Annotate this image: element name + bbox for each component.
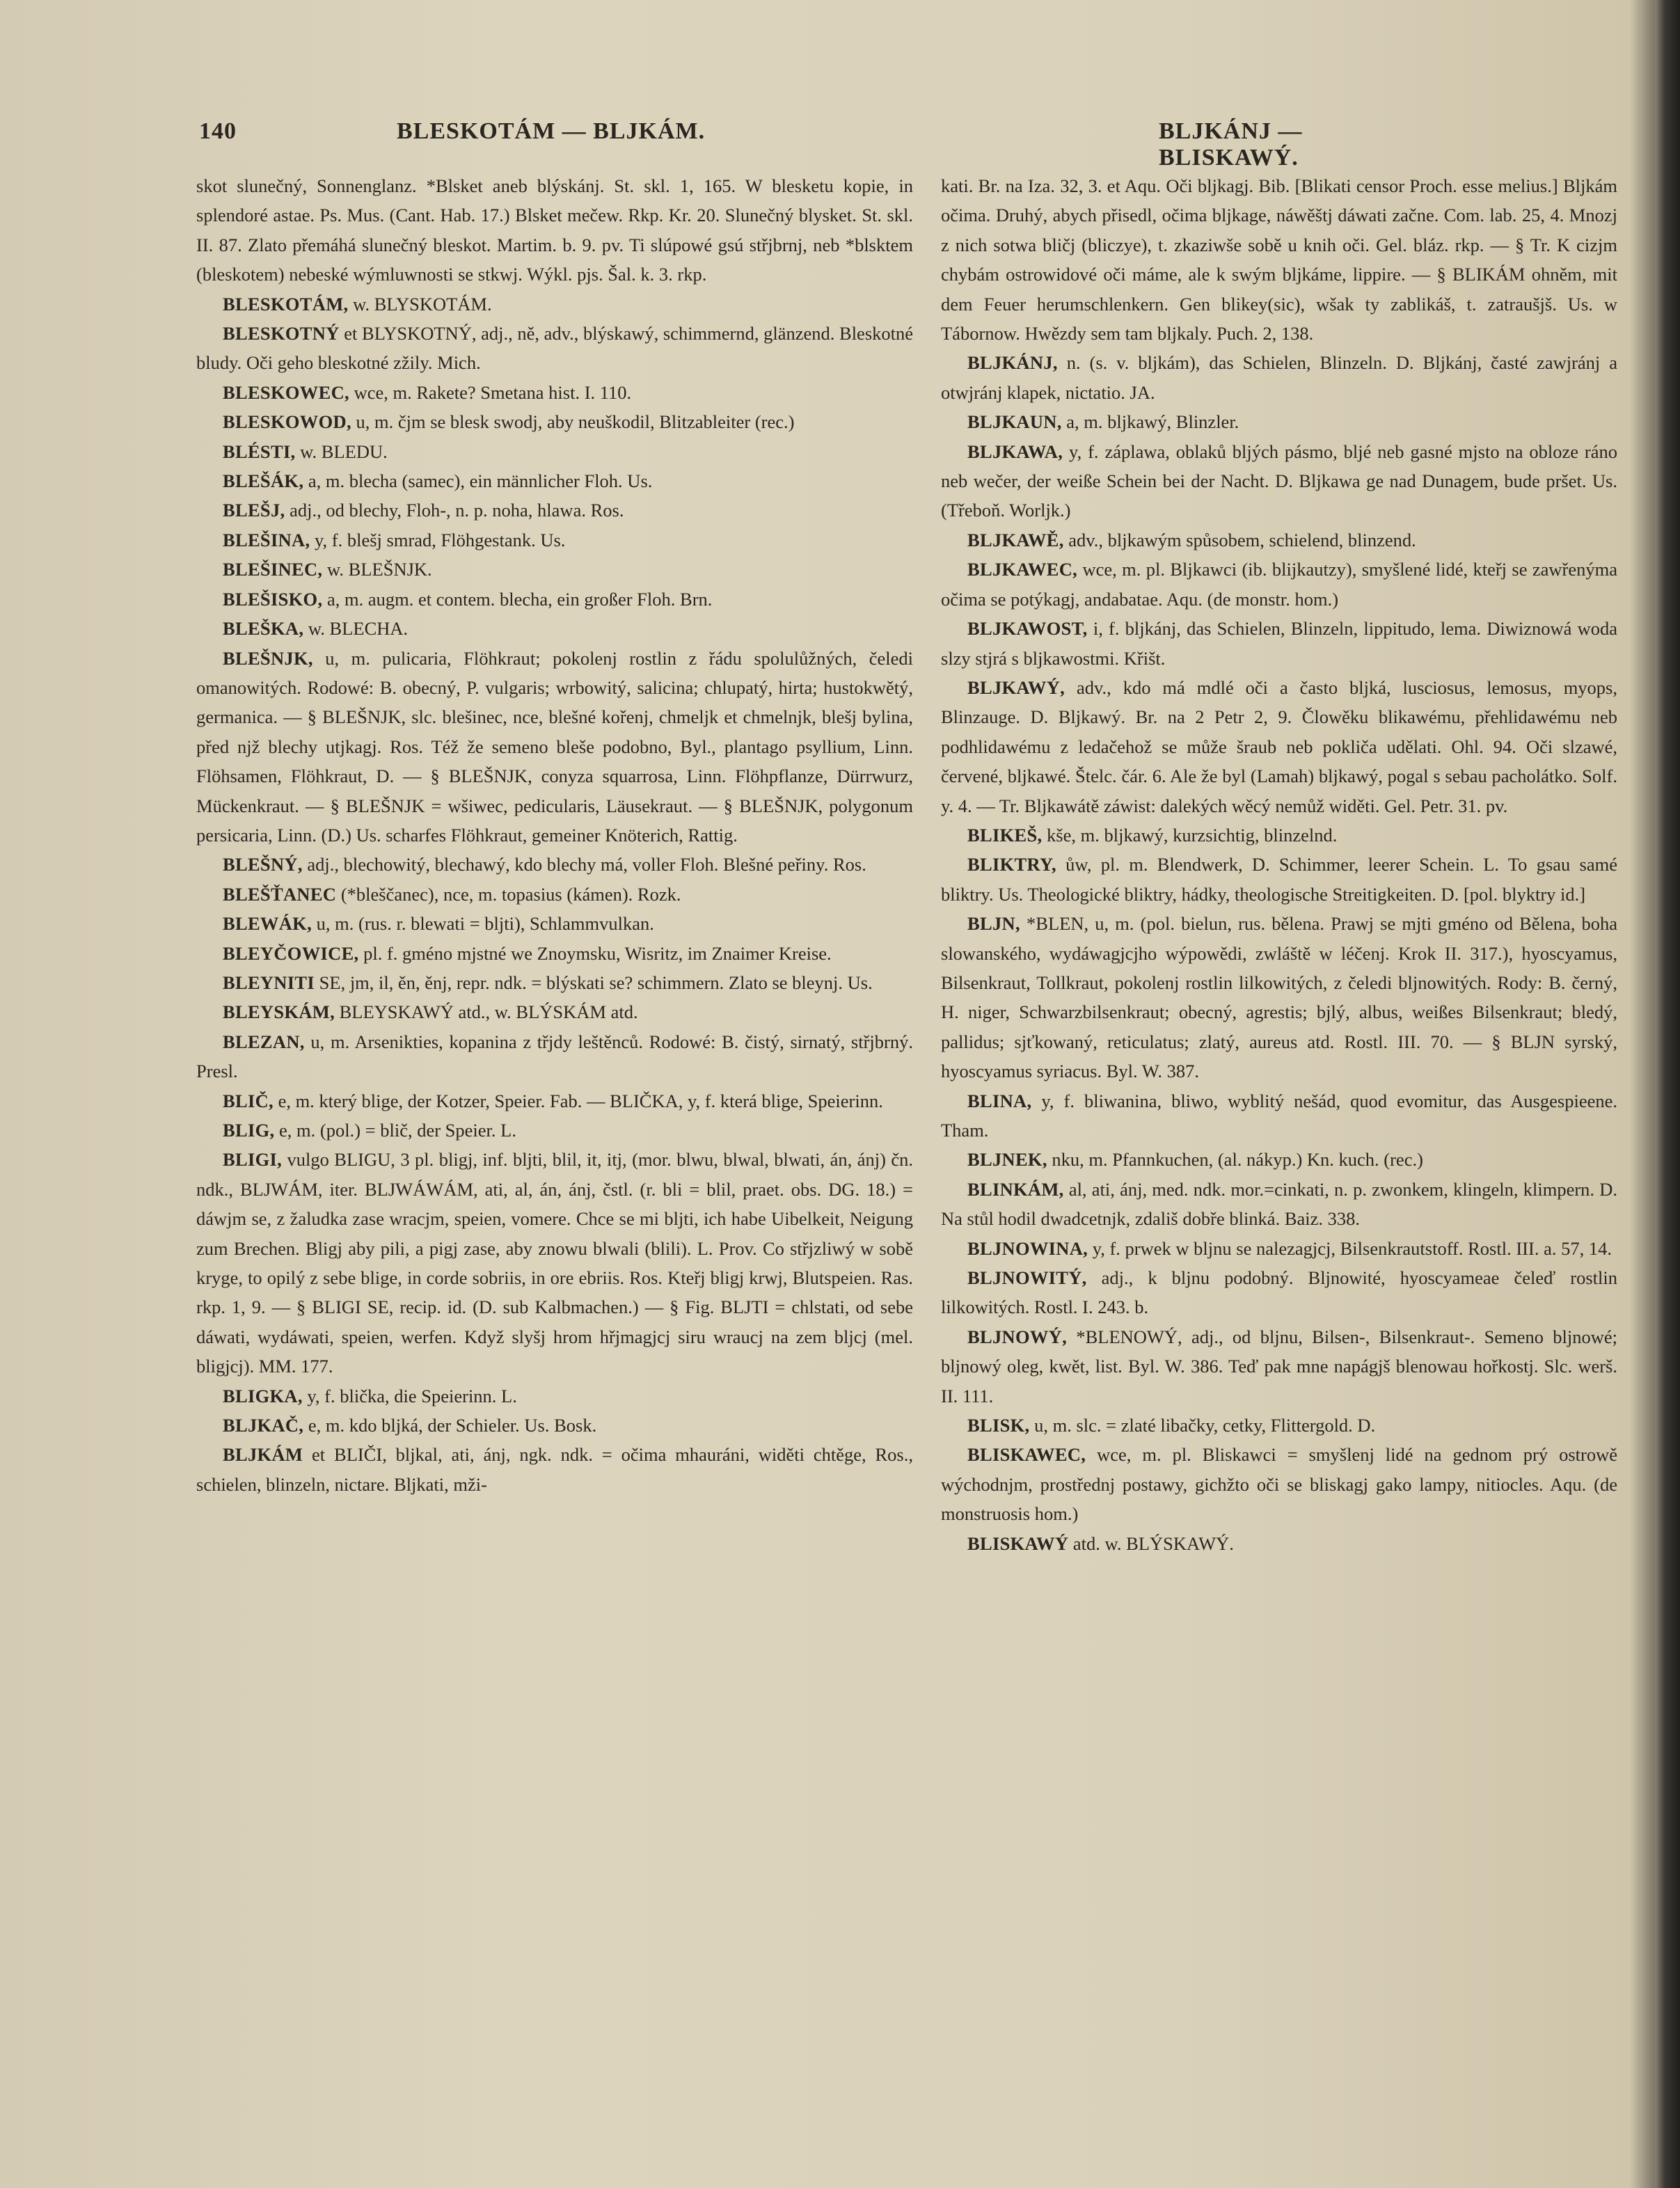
entry-headword: BLEŠINA, [223,529,310,550]
entry-text: skot slunečný, Sonnenglanz. *Blsket aneb blýskánj. St. skl. 1, 165. W blesketu kopie, in splendoré astae. Ps. Mus. (Cant. Hab. 17.) Blsket mečew. Rkp. Kr. 20. Slunečný blysket. St. skl. II. 87. Zlato přemáhá slunečný bleskot. Martim. b. 9. pv. Ti slúpowé gsú střjbrnj, neb *blsktem (bleskotem) nebeské wýmluwnosti se stkwj. Wýkl. pjs. Šal. k. 3. rkp. [196,175,913,285]
entry-headword: BLEYČOWICE, [223,942,359,964]
entry-headword: BLEYSKÁM, [223,1001,335,1023]
dictionary-entry [196,1440,913,1499]
entry-headword: BLEŠNÝ, [223,854,303,875]
entry-text: SE, jm, il, ěn, ěnj, repr. ndk. = blýskati se? schimmern. Zlato se bleynj. Us. [319,972,873,993]
dictionary-entry [196,290,913,319]
entry-text: kati. Br. na Iza. 32, 3. et Aqu. Oči bljkagj. Bib. [Blikati censor Proch. esse melius.] Bljkám očima. Druhý, abych přisedl, očima bljkage, náwěštj dáwati začne. Com. lab. 25, 4. Mnozj z nich sotwa bličj (bliczye), t. zkaziwše sobě u knih oči. Gel. bláz. rkp. — § Tr. K cizjm chybám ostrowidové oči máme, ale k swým bljkáme, lippire. — § BLIKÁM ohněm, mit dem Feuer herumschlenkern. Gen blikey(sic), wšak ty zablikáš, t. zatraušjš. Us. w Tábornow. Hwězdy sem tam bljkaly. Puch. 2, 138. [941,175,1617,344]
entry-headword: BLJKAUN, [967,411,1062,433]
entry-headword: BLJKAWEC, [967,559,1078,580]
entry-headword: BLJNOWITÝ, [967,1267,1087,1289]
dictionary-entry [196,1411,913,1440]
dictionary-entry [196,1145,913,1381]
entry-headword: BLESKOTNÝ [223,323,340,344]
entry-text: w. BLEDU. [300,441,388,462]
entry-text: et BLYSKOTNÝ, adj., ně, adv., blýskawý, schimmernd, glänzend. Bleskotné bludy. Oči geho bleskotné zžily. Mich. [196,323,914,374]
entry-headword: BLJKAČ, [223,1415,304,1436]
entry-headword: BLJKÁM [223,1444,303,1466]
dictionary-entry [196,1086,913,1116]
page-number: 140 [199,118,237,144]
entry-text: w. BLEŠNJK. [326,559,432,580]
entry-headword: BLÉSTI, [223,441,296,462]
dictionary-entry [196,171,913,290]
running-header [195,118,1448,171]
entry-text: a, m. augm. et contem. blecha, ein großer Floh. Brn. [327,588,713,610]
entry-text: u, m. pulicaria, Flöhkraut; pokolenj rostlin z řádu spolulůžných, čeledi omanowitých. Rodowé: B. obecný, P. vulgaris; wrbowitý, salicina; chlupatý, hirta; hustokwětý, germanica. — § BLEŠNJK, slc. blešinec, nce, blešné kořenj, chmeljk et chmelnjk, blešj bylina, před njž blechy utjkagj. Ros. Též že semeno bleše podobno, Byl., plantago psyllium, Linn. Flöhsamen, Flöhkraut, D. — § BLEŠNJK, conyza squarrosa, Linn. Flöhpflanze, Dürrwurz, Mückenkraut. — § BLEŠNJK = wšiwec, pedicularis, Läusekraut. — § BLEŠNJK, polygonum persicaria, Linn. (D.) Us. scharfes Flöhkraut, gemeiner Knöterich, Rattig. [196,647,913,846]
dictionary-entry [196,939,913,968]
entry-headword: BLESKOWOD, [223,411,351,433]
entry-text: al, ati, ánj, med. ndk. mor.=cinkati, n. p. zwonkem, klingeln, klimpern. D. Na stůl hodil dwadcetnjk, zdališ dobře blinká. Baiz. 338. [941,1178,1617,1230]
entry-text: adj., od blechy, Floh-, n. p. noha, hlawa. Ros. [290,500,624,521]
entry-headword: BLINKÁM, [967,1178,1064,1200]
entry-headword: BLEWÁK, [223,913,312,935]
entry-text: e, m. (pol.) = blič, der Speier. L. [279,1120,516,1141]
left-column [196,171,913,1499]
entry-headword: BLIKTRY, [967,854,1056,875]
dictionary-entry [196,1381,913,1411]
dictionary-entry [941,850,1617,909]
entry-headword: BLIG, [223,1120,275,1141]
dictionary-entry [196,880,913,909]
entry-text: n. (s. v. bljkám), das Schielen, Blinzeln. D. Bljkánj, časté zawjránj a otwjránj klapek, nictatio. JA. [941,352,1617,403]
entry-headword: BLJKAWOST, [967,618,1088,640]
entry-text: nku, m. Pfannkuchen, (al. nákyp.) Kn. kuch. (rec.) [1052,1149,1423,1171]
dictionary-entry [941,555,1617,614]
entry-text: y, f. blešj smrad, Flöhgestank. Us. [315,529,566,550]
entry-text: u, m. (rus. r. blewati = bljti), Schlammvulkan. [316,913,654,935]
entry-text: *BLENOWÝ, adj., od bljnu, Bilsen-, Bilsenkraut-. Semeno bljnowé; bljnowý oleg, kwět, list. Byl. W. 386. Teď pak mne napágjš blenowau hořkostj. Slc. werš. II. 111. [941,1326,1617,1406]
entry-text: *BLEN, u, m. (pol. bielun, rus. bělena. Prawj se mjti gméno od Bělena, boha slowanského, wydáwagjcjho wýpowědi, zwláště w léčenj. Krok II. 317.), hyoscyamus, Bilsenkraut, Tollkraut, pokolenj rostlin lilkowitých, z čeledi bljnowitých. Rody: B. černý, H. niger, Schwarzbilsenkraut; obecný, agrestis; bjlý, albus, weißes Bilsenkraut; bledý, pallidus; sjťkowaný, reticulatus; zlatý, aureus atd. Rostl. III. 70. — § BLJN syrský, hyoscyamus syriacus. Byl. W. 387. [941,913,1617,1082]
dictionary-entry [196,1027,913,1086]
dictionary-entry [941,1529,1617,1558]
entry-text: adv., kdo má mdlé oči a často bljká, lusciosus, lemosus, myops, Blinzauge. D. Bljkawý. Br. na 2 Petr 2, 9. Člowěku blikawému, přehlidawému neb podhlidawému z ledačehož se může šraub neb pokliča udělati. Ohl. 94. Oči slzawé, červené, bljkawé. Štelc. čár. 6. Ale že byl (Lamah) bljkawý, pogal s sebau pacholátko. Solf. y. 4. — Tr. Bljkawátě záwist: dalekých wěcý nemůž widěti. Gel. Petr. 31. pv. [941,676,1617,816]
dictionary-entry [196,968,913,997]
entry-headword: BLISKAWÝ [967,1532,1069,1554]
dictionary-entry [941,909,1617,1086]
dictionary-entry [941,614,1617,673]
entry-headword: BLEŠINEC, [223,559,323,580]
dictionary-entry [941,673,1617,820]
entry-headword: BLEŠISKO, [223,588,323,610]
entry-headword: BLEŠJ, [223,500,285,521]
entry-text: BLEYSKAWÝ atd., w. BLÝSKÁM atd. [339,1001,638,1023]
dictionary-entry [941,1175,1617,1234]
entry-headword: BLIGI, [223,1149,283,1171]
entry-headword: BLEŠÁK, [223,470,304,492]
dictionary-entry [196,555,913,584]
entry-text: a, m. bljkawý, Blinzler. [1066,411,1239,433]
entry-headword: BLIKEŠ, [967,824,1043,846]
entry-headword: BLJNEK, [967,1149,1047,1171]
dictionary-entry [941,348,1617,407]
entry-text: et BLIČI, bljkal, ati, ánj, ngk. ndk. = očima mhauráni, widěti chtěge, Ros., schielen, blinzeln, nictare. Bljkati, mži- [196,1444,913,1495]
entry-text: i, f. bljkánj, das Schielen, Blinzeln, lippitudo, lema. Diwiznowá woda slzy stjrá s bljkawostmi. Křišt. [941,618,1617,669]
entry-headword: BLJKAWÝ, [967,676,1065,698]
entry-headword: BLESKOWEC, [223,381,349,403]
entry-headword: BLESKOTÁM, [223,293,349,315]
dictionary-entry [196,378,913,407]
entry-text: wce, m. pl. Bliskawci = smyšlenj lidé na gednom prý ostrowě wýchodnjm, prostřednj postawy, gichžto oči se bliskagj gako lampy, nitiocles. Aqu. (de monstruosis hom.) [941,1444,1617,1525]
entry-text: e, m. kdo bljká, der Schieler. Us. Bosk. [308,1415,597,1436]
entry-headword: BLJNOWINA, [967,1237,1088,1259]
entry-text: adj., k bljnu podobný. Bljnowité, hyoscyameae čeleď rostlin lilkowitých. Rostl. I. 243. b. [941,1267,1617,1318]
dictionary-entry [941,1440,1617,1528]
entry-text: u, m. slc. = zlaté libačky, cetky, Flittergold. D. [1034,1415,1376,1436]
dictionary-entry [196,525,913,555]
dictionary-entry [941,1263,1617,1322]
dictionary-entry [196,496,913,525]
right-column [941,171,1617,1558]
left-running-title: BLESKOTÁM — BLJKÁM. [397,118,706,144]
entry-text: (*bleščanec), nce, m. topasius (kámen). Rozk. [340,883,681,905]
dictionary-entry [196,614,913,643]
dictionary-entry [196,407,913,436]
entry-text: e, m. který blige, der Kotzer, Speier. Fab. — BLIČKA, y, f. která blige, Speierinn. [278,1090,883,1111]
dictionary-entry [196,319,913,378]
dictionary-entry [941,407,1617,436]
right-running-title: BLJKÁNJ — BLISKAWÝ. [1159,118,1303,171]
entry-headword: BLEZAN, [223,1031,305,1052]
entry-text: kše, m. bljkawý, kurzsichtig, blinzelnd. [1047,824,1338,846]
entry-headword: BLEŠNJK, [223,647,313,669]
entry-text: wce, m. Rakete? Smetana hist. I. 110. [354,381,632,403]
entry-headword: BLJKÁNJ, [967,352,1058,374]
dictionary-entry [196,850,913,879]
entry-headword: BLISKAWEC, [967,1444,1086,1466]
dictionary-entry [196,437,913,466]
entry-headword: BLIČ, [223,1090,274,1111]
dictionary-entry [941,820,1617,850]
entry-text: vulgo BLIGU, 3 pl. bligj, inf. bljti, blil, it, itj, (mor. blwu, blwal, blwati, án, ánj) čn. ndk., BLJWÁM, iter. BLJWÁWÁM, ati, al, án, ánj, čstl. (r. bli = blil, praet. obs. DG. 18.) = dáwjm se, z žaludka zase wracjm, speien, vomere. Chce se mi bljti, ich habe Uibelkeit, Neigung zum Brechen. Bligj aby pili, a pigj zase, aby znowu blwali (blili). L. Prov. Co střjzliwý w sobě kryge, to opilý z sebe blige, in corde sobriis, in ore ebriis. Ros. Kteřj bligj krwj, Blutspeien. Ras. rkp. 1, 9. — § BLIGI SE, recip. id. (D. sub Kalbmachen.) — § Fig. BLJTI = chlstati, od sebe dáwati, wydáwati, speien, werfen. Když slyšj hrom hřjmagjcj siru wraucj na zem bljcj (mel. bligjcj). MM. 177. [196,1149,914,1377]
entry-text: u, m. čjm se blesk swodj, aby neuškodil, Blitzableiter (rec.) [356,411,795,433]
entry-headword: BLEŠŤANEC [223,883,337,905]
entry-headword: BLJKAWĚ, [967,529,1064,550]
dictionary-entry [941,1086,1617,1145]
dictionary-entry [196,644,913,850]
dictionary-entry [941,525,1617,555]
entry-text: w. BLYSKOTÁM. [353,293,492,315]
entry-text: wce, m. pl. Bljkawci (ib. blijkautzy), smyšlené lidé, kteřj se zawřenýma očima se potýkagj, andabatae. Aqu. (de monstr. hom.) [941,559,1617,610]
dictionary-entry [941,1234,1617,1263]
dictionary-entry [941,437,1617,525]
dictionary-entry [941,171,1617,348]
entry-text: y, f. záplawa, oblaků bljých pásmo, bljé neb gasné mjsto na obloze ráno neb wečer, der weiße Schein bei der Nacht. D. Bljkawa ge nad Dunagem, bude pršet. Us. (Třeboň. Worljk.) [941,441,1617,521]
dictionary-entry [196,1116,913,1145]
entry-text: u, m. Arsenikties, kopanina z třjdy leštěnců. Rodowé: B. čistý, sirnatý, střjbrný. Presl. [196,1031,913,1082]
dictionary-entry [196,585,913,614]
entry-headword: BLJN, [967,913,1020,935]
dictionary-entry [196,909,913,938]
entry-headword: BLJNOWÝ, [967,1326,1068,1347]
dictionary-entry [196,997,913,1026]
entry-text: y, f. bliwanina, bliwo, wyblitý nešád, quod evomitur, das Ausgespieene. Tham. [941,1090,1617,1141]
entry-headword: BLIGKA, [223,1385,303,1406]
entry-text: pl. f. gméno mjstné we Znoymsku, Wisritz, im Znaimer Kreise. [363,942,832,964]
entry-text: ůw, pl. m. Blendwerk, D. Schimmer, leerer Schein. L. To gsau samé bliktry. Us. Theologické bliktry, hádky, theologische Streitigkeiten. D. [pol. blyktry id.] [941,854,1617,905]
entry-headword: BLEŠKA, [223,618,304,640]
entry-headword: BLISK, [967,1415,1030,1436]
entry-text: a, m. blecha (samec), ein männlicher Floh. Us. [308,470,653,492]
page-edge-shadow [1655,0,1680,2188]
entry-text: adj., blechowitý, blechawý, kdo blechy má, voller Floh. Blešné peřiny. Ros. [307,854,866,875]
dictionary-entry [196,466,913,496]
entry-headword: BLJKAWA, [967,441,1063,462]
entry-headword: BLINA, [967,1090,1032,1111]
dictionary-entry [941,1322,1617,1411]
entry-text: adv., bljkawým spůsobem, schielend, blinzend. [1068,529,1416,550]
entry-headword: BLEYNITI [223,972,315,993]
entry-text: w. BLECHA. [308,618,409,640]
entry-text: atd. w. BLÝSKAWÝ. [1072,1532,1234,1554]
dictionary-entry [941,1145,1617,1174]
entry-text: y, f. blička, die Speierinn. L. [307,1385,517,1406]
entry-text: y, f. prwek w bljnu se nalezagjcj, Bilsenkrautstoff. Rostl. III. a. 57, 14. [1092,1237,1612,1259]
dictionary-entry [941,1411,1617,1440]
